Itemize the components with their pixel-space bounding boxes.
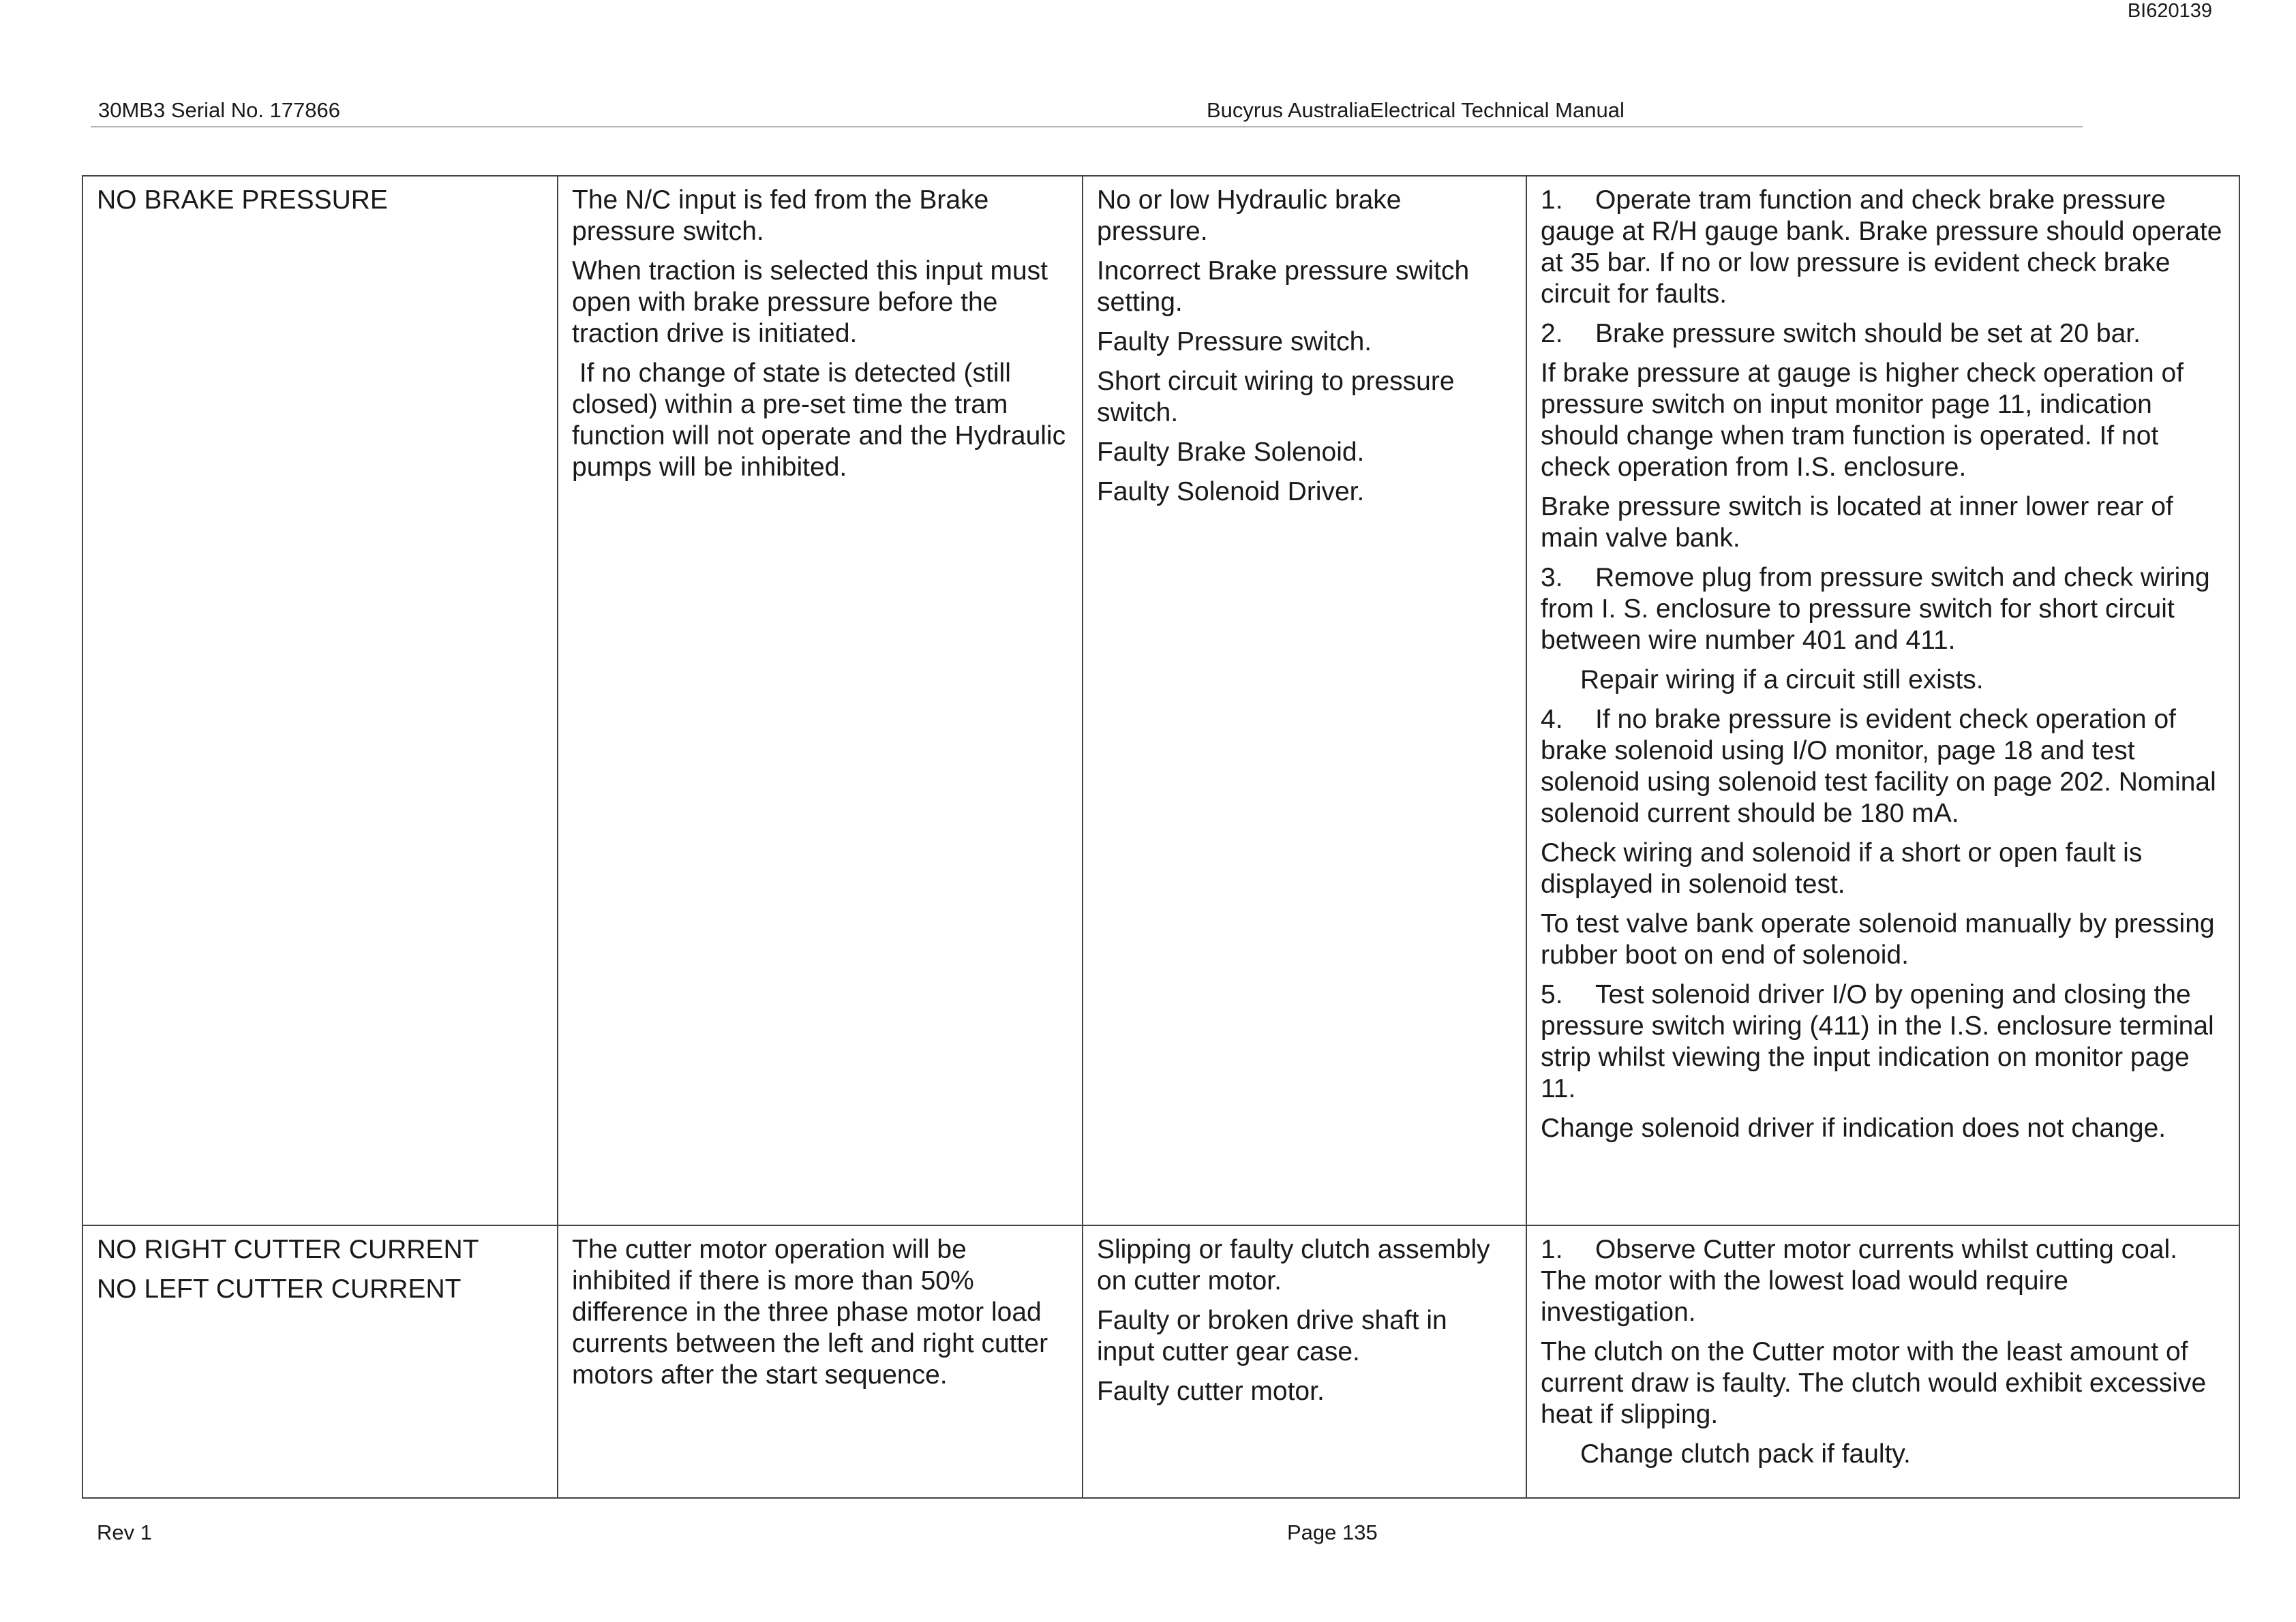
fault-name: NO LEFT CUTTER CURRENT bbox=[97, 1274, 462, 1304]
description-paragraph: The cutter motor operation will be inhibited if there is more than 50% difference in the three phase motor load currents between the left and right cutter motors after the start sequence. bbox=[572, 1235, 1048, 1390]
fault-name: NO RIGHT CUTTER CURRENT bbox=[97, 1235, 479, 1264]
action-step bbox=[1541, 1439, 2225, 1470]
fault-cell bbox=[82, 176, 558, 1225]
cause-item: Faulty Pressure switch. bbox=[1097, 327, 1372, 356]
action-step bbox=[1541, 979, 2225, 1105]
step-text: Change solenoid driver if indication does not change. bbox=[1541, 1114, 2166, 1143]
fault-cell bbox=[82, 1225, 558, 1498]
action-step bbox=[1541, 704, 2225, 829]
action-step bbox=[1541, 1234, 2225, 1328]
action-step bbox=[1541, 1336, 2225, 1430]
action-step bbox=[1541, 562, 2225, 656]
step-number: 5. bbox=[1541, 980, 1563, 1009]
step-text: Check wiring and solenoid if a short or open fault is displayed in solenoid test. bbox=[1541, 838, 2143, 899]
action-step bbox=[1541, 838, 2225, 900]
header-manual-title: Bucyrus AustraliaElectrical Technical Manual bbox=[1207, 98, 1625, 122]
step-text: Repair wiring if a circuit still exists. bbox=[1580, 665, 1984, 694]
description-cell bbox=[558, 176, 1083, 1225]
cause-item: Faulty Brake Solenoid. bbox=[1097, 438, 1365, 467]
table-row bbox=[82, 176, 2239, 1225]
cause-item: Incorrect Brake pressure switch setting. bbox=[1097, 256, 1470, 317]
cause-item: Faulty cutter motor. bbox=[1097, 1377, 1325, 1406]
step-text: If no brake pressure is evident check operation of brake solenoid using I/O monitor, page 18 and test solenoid using solenoid test facility on page 202. Nominal solenoid current should be 180 mA. bbox=[1541, 705, 2216, 828]
action-step bbox=[1541, 318, 2225, 350]
step-number: 1. bbox=[1541, 1235, 1563, 1264]
description-paragraph: When traction is selected this input must open with brake pressure before the traction drive is initiated. bbox=[572, 256, 1048, 348]
step-number: 3. bbox=[1541, 563, 1563, 592]
step-text: Observe Cutter motor currents whilst cutting coal. The motor with the lowest load would require investigation. bbox=[1541, 1235, 2177, 1327]
action-step bbox=[1541, 664, 2225, 696]
cause-item: Short circuit wiring to pressure switch. bbox=[1097, 367, 1455, 427]
step-text: Remove plug from pressure switch and check wiring from I. S. enclosure to pressure switch for short circuit between wire number 401 and 411. bbox=[1541, 563, 2210, 655]
footer-revision: Rev 1 bbox=[97, 1520, 152, 1544]
header-divider bbox=[91, 126, 2083, 127]
cause-item: No or low Hydraulic brake pressure. bbox=[1097, 185, 1402, 246]
actions-cell bbox=[1526, 176, 2239, 1225]
step-text: Test solenoid driver I/O by opening and closing the pressure switch wiring (411) in the I.S. enclosure terminal strip whilst viewing the input indication on monitor page 11. bbox=[1541, 980, 2214, 1103]
action-step bbox=[1541, 1113, 2225, 1144]
step-number: 4. bbox=[1541, 705, 1563, 734]
cause-item: Faulty Solenoid Driver. bbox=[1097, 477, 1365, 506]
causes-cell bbox=[1083, 1225, 1526, 1498]
step-number: 1. bbox=[1541, 185, 1563, 215]
step-text: Change clutch pack if faulty. bbox=[1580, 1439, 1911, 1469]
action-step bbox=[1541, 185, 2225, 310]
step-text: The clutch on the Cutter motor with the least amount of current draw is faulty. The clutch would exhibit excessive heat if slipping. bbox=[1541, 1337, 2207, 1429]
action-step bbox=[1541, 491, 2225, 554]
footer-page-number: Page 135 bbox=[1287, 1520, 1378, 1544]
fault-table bbox=[82, 175, 2240, 1499]
header-serial-number: 30MB3 Serial No. 177866 bbox=[98, 98, 341, 122]
step-text: Brake pressure switch is located at inner lower rear of main valve bank. bbox=[1541, 492, 2173, 553]
table-row bbox=[82, 1225, 2239, 1498]
causes-cell bbox=[1083, 176, 1526, 1225]
step-text: Brake pressure switch should be set at 20 bar. bbox=[1595, 319, 2141, 348]
document-id: BI620139 bbox=[2127, 0, 2212, 22]
fault-name: NO BRAKE PRESSURE bbox=[97, 185, 388, 215]
step-text: To test valve bank operate solenoid manually by pressing rubber boot on end of solenoid. bbox=[1541, 909, 2215, 970]
actions-cell bbox=[1526, 1225, 2239, 1498]
description-paragraph: If no change of state is detected (still closed) within a pre-set time the tram function will not operate and the Hydraulic pumps will be inhibited. bbox=[572, 358, 1073, 482]
step-text: Operate tram function and check brake pressure gauge at R/H gauge bank. Brake pressure should operate at 35 bar. If no or low pressure is evident check brake circuit for faults. bbox=[1541, 185, 2222, 309]
cause-item: Slipping or faulty clutch assembly on cutter motor. bbox=[1097, 1235, 1490, 1296]
step-text: If brake pressure at gauge is higher check operation of pressure switch on input monitor page 11, indication should change when tram function is operated. If not check operation from I.S. enclosure. bbox=[1541, 358, 2184, 482]
action-step bbox=[1541, 358, 2225, 483]
action-step bbox=[1541, 908, 2225, 971]
cause-item: Faulty or broken drive shaft in input cutter gear case. bbox=[1097, 1306, 1447, 1366]
description-paragraph: The N/C input is fed from the Brake pressure switch. bbox=[572, 185, 989, 246]
step-number: 2. bbox=[1541, 319, 1563, 348]
description-cell bbox=[558, 1225, 1083, 1498]
